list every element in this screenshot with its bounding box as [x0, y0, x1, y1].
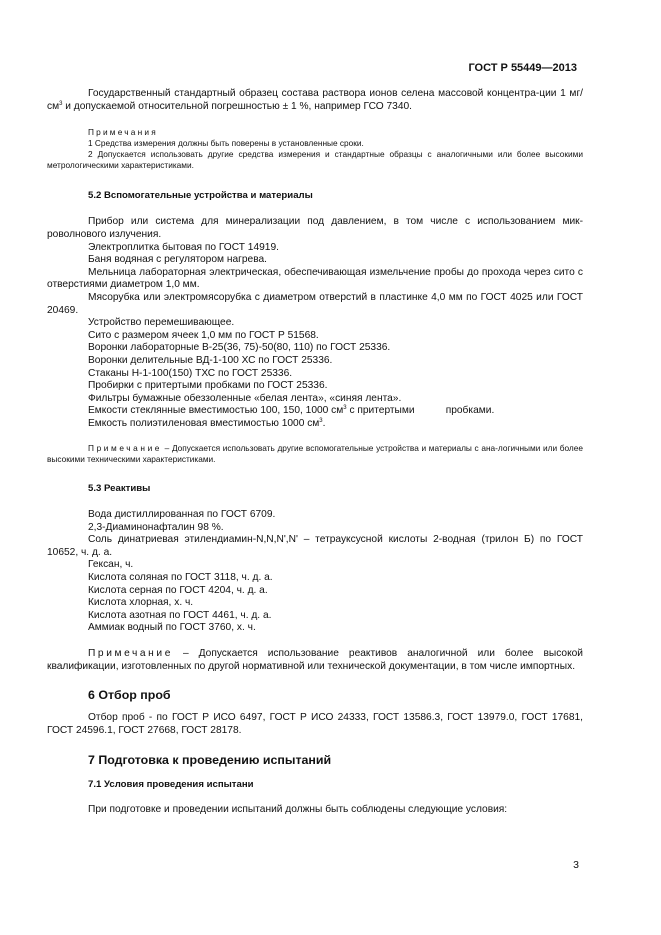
list-item: Емкости стеклянные вместимостью 100, 150, 1000 $см^3$ с притертыми пробками.: [88, 405, 495, 417]
list-item: Емкость полиэтиленовая вместимостью 1000 $см^3$.: [88, 417, 326, 429]
list-item: Стаканы Н-1-100(150) ТХС по ГОСТ 25336.: [88, 367, 293, 379]
section-5-2-note: Примечание – Допускается использовать другие вспомогательные устройства и материалы с ана-логичными или более высокими техническими характеристиками.: [47, 443, 583, 465]
document-code-header: ГОСТ Р 55449—2013: [468, 62, 577, 74]
note-item-2: 2 Допускается использовать другие средства измерения и стандартные образцы с аналогичными или более высокими метрологическими характеристиками.: [47, 148, 583, 170]
list-item: Кислота серная по ГОСТ 4204, ч. д. а.: [88, 584, 268, 596]
list-item: Гексан, ч.: [88, 559, 134, 571]
section-7-1-title: 7.1 Условия проведения испытани: [88, 779, 254, 791]
note-title: Примечания: [88, 127, 158, 138]
section-5-3-title: 5.3 Реактивы: [88, 483, 151, 495]
list-item: Кислота соляная по ГОСТ 3118, ч. д. а.: [88, 572, 273, 584]
list-item: Пробирки с притертыми пробками по ГОСТ 25336.: [88, 380, 328, 392]
list-item: Сито с размером ячеек 1,0 мм по ГОСТ Р 51568.: [88, 329, 319, 341]
paragraph: Прибор или система для минерализации под давлением, в том числе с использованием мик-роволнового излучения.: [47, 216, 583, 240]
paragraph: Соль динатриевая этилендиамин-N,N,N',N' – тетрауксусной кислоты 2-водная (трилон Б) по ГОСТ 10652, ч. д. а.: [47, 534, 583, 558]
section-5-2-title: 5.2 Вспомогательные устройства и материалы: [88, 190, 313, 202]
list-item: Электроплитка бытовая по ГОСТ 14919.: [88, 241, 279, 253]
list-item: Воронки лабораторные В-25(36, 75)-50(80, 110) по ГОСТ 25336.: [88, 342, 391, 354]
list-item: Воронки делительные ВД-1-100 ХС по ГОСТ 25336.: [88, 354, 333, 366]
list-item: Вода дистиллированная по ГОСТ 6709.: [88, 509, 276, 521]
list-item: Кислота хлорная, х. ч.: [88, 597, 194, 609]
list-item: Аммиак водный по ГОСТ 3760, х. ч.: [88, 622, 256, 634]
note-item-1: 1 Средства измерения должны быть поверены в установленные сроки.: [88, 137, 364, 148]
section-7-title: 7 Подготовка к проведению испытаний: [88, 753, 332, 768]
list-item: 2,3-Диаминонафталин 98 %.: [88, 521, 224, 533]
page-number: 3: [573, 859, 579, 871]
paragraph: При подготовке и проведении испытаний должны быть соблюдены следующие условия:: [88, 804, 508, 816]
list-item: Баня водяная с регулятором нагрева.: [88, 254, 267, 266]
list-item: Устройство перемешивающее.: [88, 317, 235, 329]
list-item: Фильтры бумажные обеззоленные «белая лента», «синяя лента».: [88, 392, 402, 404]
gso-paragraph: Государственный стандартный образец состава раствора ионов селена массовой концентра-ции 1 $мг/см^3$ и допускаемой относительной погрешностью ± 1 %, например ГСО 7340.: [47, 88, 583, 112]
section-6-title: 6 Отбор проб: [88, 688, 171, 703]
paragraph: Отбор проб - по ГОСТ Р ИСО 6497, ГОСТ Р ИСО 24333, ГОСТ 13586.3, ГОСТ 13979.0, ГОСТ 17681, ГОСТ 24596.1, ГОСТ 27668, ГОСТ 28178.: [47, 712, 583, 736]
paragraph: Мясорубка или электромясорубка с диаметром отверстий в пластинке 4,0 мм по ГОСТ 4025 или ГОСТ 20469.: [47, 291, 583, 316]
page-content: [47, 84, 583, 817]
section-5-3-note: Примечание – Допускается использование реактивов аналогичной или более высокой квалификации, изготовленных по другой нормативной или технической документации, в том числе импортных.: [47, 648, 583, 672]
list-item: Кислота азотная по ГОСТ 4461, ч. д. а.: [88, 609, 272, 621]
paragraph: Мельница лабораторная электрическая, обеспечивающая измельчение пробы до прохода через сито с отверстиями диаметром 1,0 мм.: [47, 266, 583, 291]
